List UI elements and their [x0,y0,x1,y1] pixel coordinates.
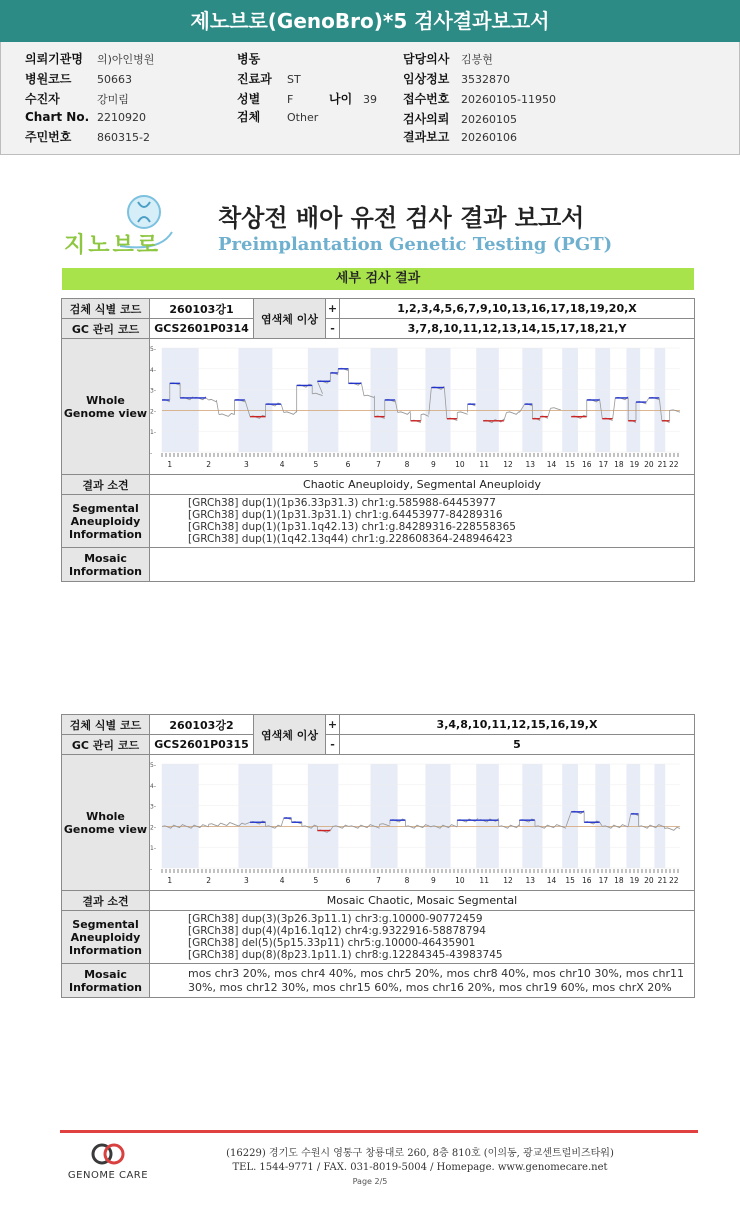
chromosome-label: 20 [644,459,654,469]
chromosome-band [308,764,339,868]
cnv-trace [457,411,467,413]
chromosome-band [425,764,450,868]
y-tick-label: 2- [150,823,156,831]
gc-code-label: GC 관리 코드 [62,735,150,755]
chromosome-label: 6 [345,875,351,885]
cnv-trace [664,827,680,830]
cnv-trace [506,411,519,414]
chromosome-label: 14 [546,459,557,469]
chromosome-label: 17 [598,459,609,469]
chromosome-label: 11 [479,875,489,885]
patient-field: 진료과 ST [237,72,301,86]
chromosome-label: 4 [279,875,285,885]
chromosome-label: 2 [206,875,212,885]
segmental-entry: [GRCh38] dup(8)(8p23.1p11.1) chr8:g.12284345-43983745 [188,949,503,961]
y-tick-label: 3- [150,387,156,395]
patient-field: 담당의사 김봉현 [403,52,493,66]
segmental-label: Segmental Aneuploidy Information [62,911,150,964]
sample-id-label: 검체 식별 코드 [62,715,150,735]
result-value: Chaotic Aneuploidy, Segmental Aneuploidy [150,475,695,495]
chromosome-label: 14 [546,875,557,885]
chromosome-label: 1 [167,459,173,469]
chromosome-label: 21 [657,459,668,469]
chromosome-label: 12 [503,459,513,469]
result-value: Mosaic Chaotic, Mosaic Segmental [150,891,695,911]
y-tick-label: - [150,449,153,457]
chromosome-label: 11 [479,459,489,469]
mosaic-info [150,548,695,582]
mosaic-label: Mosaic Information [62,964,150,998]
chromosome-label: 8 [404,875,410,885]
segmental-entry: [GRCh38] dup(1)(1p31.3p31.1) chr1:g.64453977-84289316 [188,509,503,521]
segmental-entry: [GRCh38] dup(1)(1p36.33p31.3) chr1:g.585988-64453977 [188,497,496,509]
segmental-entry: [GRCh38] dup(3)(3p26.3p11.1) chr3:g.10000-90772459 [188,913,483,925]
segmental-entry: [GRCh38] dup(1)(1p31.1q42.13) chr1:g.84289316-228558365 [188,521,516,533]
y-tick-label: 4- [150,366,156,374]
whole-genome-label: Whole Genome view [62,755,150,891]
report-heading-english: Preimplantation Genetic Testing (PGT) [218,234,613,255]
result-label: 결과 소견 [62,891,150,911]
chromosome-band [476,764,499,868]
cnv-trace [398,411,411,414]
segmental-label: Segmental Aneuploidy Information [62,495,150,548]
chromosome-label: 8 [404,459,410,469]
chromosome-label: 16 [581,459,592,469]
chromosome-label: 6 [345,459,351,469]
chromosome-label: 4 [279,459,285,469]
chromosome-label: 19 [629,875,640,885]
y-tick-label: 2- [150,407,156,415]
chromosome-label: 13 [525,459,536,469]
patient-field: 병동 [237,52,261,66]
patient-field: 의뢰기관명 의)아인병원 [25,52,155,66]
segmental-entry: [GRCh38] del(5)(5p15.33p11) chr5:g.10000-46435901 [188,937,476,949]
cnv-trace [219,413,235,416]
segmental-info [150,495,695,548]
gains-value: 3,4,8,10,11,12,15,16,19,X [340,715,695,735]
y-tick-label: - [150,865,153,873]
cnv-connector [281,404,284,412]
chromosome-band [425,348,450,452]
gc-code-label: GC 관리 코드 [62,319,150,339]
patient-field: 병원코드 50663 [25,72,132,86]
chromosome-band [522,348,542,452]
chromosome-label: 22 [669,875,679,885]
report-heading: 착상전 배아 유전 검사 결과 보고서 [218,204,585,232]
whole-genome-view [150,339,695,475]
cnv-connector [548,408,551,416]
whole-genome-view [150,755,695,891]
chromosome-band [522,764,542,868]
chromosome-label: 1 [167,875,173,885]
cnv-plot [150,756,694,890]
cnv-connector [206,397,209,399]
chromosome-band [562,348,578,452]
footer-address: (16229) 경기도 수원시 영통구 창룡대로 260, 8층 810호 (이의동, 광교센트럴비즈타워) [226,1148,614,1159]
y-tick-label: 5- [150,345,156,353]
y-tick-label: 4- [150,782,156,790]
gc-code-value: GCS2601P0315 [150,735,254,755]
mosaic-label: Mosaic Information [62,548,150,582]
chromosome-label: 22 [669,459,679,469]
chromosome-label: 3 [244,459,249,469]
cnv-trace [209,399,217,401]
segmental-entry: [GRCh38] dup(4)(4p16.1q12) chr4:g.9322916-58878794 [188,925,486,937]
chromosome-label: 13 [525,875,536,885]
sample-result-table [61,298,695,582]
cnv-trace [551,407,561,409]
cnv-plot [150,340,694,474]
chromosome-label: 5 [313,459,319,469]
loss-sign: - [326,735,340,755]
patient-field: 나이 39 [329,92,377,106]
chromosome-label: 3 [244,875,249,885]
gains-value: 1,2,3,4,5,6,7,9,10,13,16,17,18,19,20,X [340,299,695,319]
sample-result-table [61,714,695,998]
logo-text: 지노브로 [64,233,162,258]
footer-divider [60,1130,698,1133]
chromosome-band [476,348,499,452]
chromosome-label: 10 [455,459,465,469]
cnv-connector [504,412,507,420]
chromosome-label: 16 [581,875,592,885]
y-tick-label: 3- [150,803,156,811]
chromosome-band [626,764,640,868]
gain-sign: + [326,715,340,735]
segmental-entry: [GRCh38] dup(1)(1q42.13q44) chr1:g.228608364-248946423 [188,533,513,545]
page-number: Page 2/5 [352,1177,388,1186]
losses-value: 3,7,8,10,11,12,13,14,15,17,18,21,Y [340,319,695,339]
chromosome-label: 10 [455,875,465,885]
patient-field: 주민번호 860315-2 [25,130,150,144]
report-title: 제노브로(GenoBro)*5 검사결과보고서 [0,0,740,42]
chromosome-label: 15 [565,875,575,885]
section-title: 세부 검사 결과 [62,268,694,290]
chromosome-label: 20 [644,875,654,885]
chromosome-label: 5 [313,875,319,885]
company-name: GENOME CARE [67,1170,149,1181]
sample-id-label: 검체 식별 코드 [62,299,150,319]
gain-sign: + [326,299,340,319]
footer-phone: TEL. 1544-9771 / FAX. 031-8019-5004 / Homepage. www.genomecare.net [232,1162,608,1173]
patient-field: Chart No. 2210920 [25,110,146,124]
cnv-connector [646,397,649,401]
whole-genome-label: Whole Genome view [62,339,150,475]
cnv-connector [613,397,616,418]
chromosome-band [595,764,610,868]
chromosome-label: 9 [431,875,436,885]
chromosome-label: 7 [376,875,381,885]
y-tick-label: 1- [150,844,156,852]
chromosome-label: 9 [431,459,436,469]
result-label: 결과 소견 [62,475,150,495]
cnv-connector [281,818,284,826]
patient-field: 수진자 강미림 [25,92,129,106]
patient-field: 검체 Other [237,110,319,124]
cnv-trace [284,411,297,414]
chromosome-band [371,764,398,868]
patient-field: 성별 F [237,92,294,106]
chromosome-label: 18 [614,459,624,469]
genome-care-logo-icon [88,1142,128,1166]
footer-contact [160,1144,680,1176]
sample-id-value: 260103강2 [150,715,254,735]
chromosome-label: 12 [503,875,513,885]
chromosome-label: 7 [376,459,381,469]
chromosome-label: 2 [206,459,212,469]
abnormality-label: 염색체 이상 [254,715,326,755]
patient-field: 결과보고 20260106 [403,130,517,144]
chromosome-band [238,764,272,868]
chromosome-band [654,764,665,868]
chromosome-band [162,764,199,868]
abnormality-label: 염색체 이상 [254,299,326,339]
chromosome-label: 21 [657,875,668,885]
chromosome-band [308,348,339,452]
y-tick-label: 1- [150,428,156,436]
chromosome-label: 17 [598,875,609,885]
mosaic-info: mos chr3 20%, mos chr4 40%, mos chr5 20%, mos chr8 40%, mos chr10 30%, mos chr11 30%, mos chr12 30%, mos chr15 60%, mos chr16 20%, mos chr19 60%, mos chrX 20% [150,964,695,998]
loss-sign: - [326,319,340,339]
gc-code-value: GCS2601P0314 [150,319,254,339]
patient-field: 임상정보 3532870 [403,72,510,86]
chromosome-label: 18 [614,875,624,885]
cnv-connector [216,400,219,415]
losses-value: 5 [340,735,695,755]
chromosome-label: 15 [565,459,575,469]
patient-info-panel [0,42,740,155]
patient-field: 검사의뢰 20260105 [403,112,517,126]
patient-field: 접수번호 20260105-11950 [403,92,556,106]
segmental-info [150,911,695,964]
y-tick-label: 5- [150,761,156,769]
chromosome-label: 19 [629,459,640,469]
sample-id-value: 260103강1 [150,299,254,319]
